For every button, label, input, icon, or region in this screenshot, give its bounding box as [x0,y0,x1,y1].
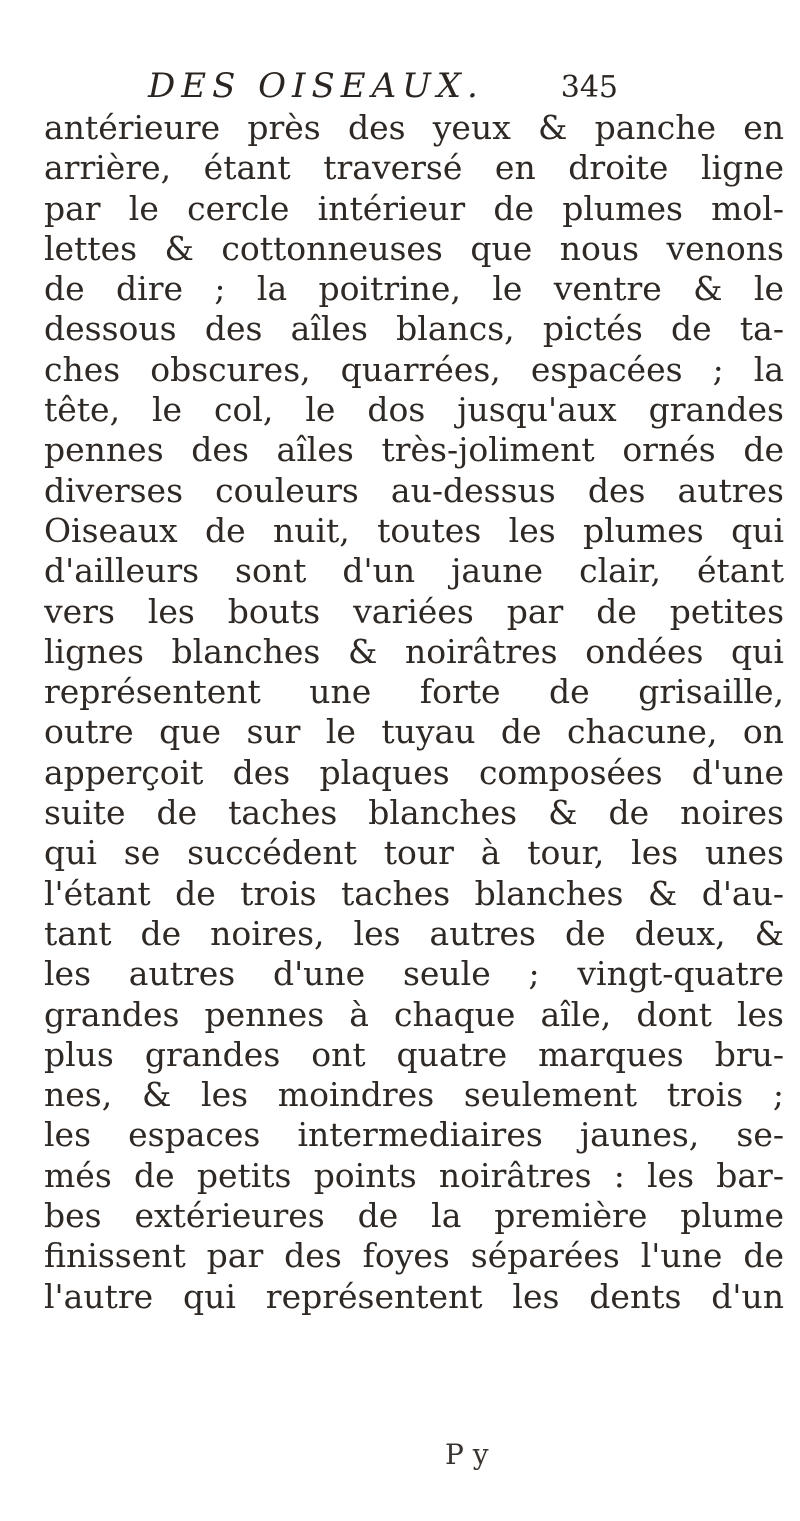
text-line: més de petits points noirâtres : les bar- [44,1155,784,1195]
text-line: finissent par des foyes séparées l'une de [44,1236,784,1276]
text-line: antérieure près des yeux & panche en [44,108,784,147]
text-line: par le cercle intérieur de plumes mol- [44,188,784,228]
text-line: vers les bouts variées par de petites [44,591,784,631]
page-number: 345 [560,70,618,105]
text-line: outre que sur le tuyau de chacune, on [44,712,784,752]
signature-mark: P y [445,1438,489,1471]
text-line: dessous des aîles blancs, pictés de ta- [44,309,784,349]
text-line: les autres d'une seule ; vingt-quatre [44,954,784,994]
text-line: l'autre qui représentent les dents d'un [44,1276,784,1316]
text-line: Oiseaux de nuit, toutes les plumes qui [44,510,784,550]
running-title: DES OISEAUX. [148,66,484,106]
text-line: pennes des aîles très-joliment ornés de [44,430,784,470]
text-line: diverses couleurs au-dessus des autres [44,470,784,510]
text-line: grandes pennes à chaque aîle, dont les [44,994,784,1034]
text-line: arrière, étant traversé en droite ligne [44,148,784,188]
text-line: tête, le col, le dos jusqu'aux grandes [44,390,784,430]
text-line: l'étant de trois taches blanches & d'au- [44,873,784,913]
text-line: de dire ; la poitrine, le ventre & le [44,269,784,309]
text-line: suite de taches blanches & de noires [44,793,784,833]
text-line: apperçoit des plaques composées d'une [44,752,784,792]
body-text [44,108,784,1317]
page-header [148,66,618,110]
text-line: bes extérieures de la première plume [44,1196,784,1236]
text-line: qui se succédent tour à tour, les unes [44,833,784,873]
text-line: les espaces intermediaires jaunes, se- [44,1115,784,1155]
text-line: lettes & cottonneuses que nous venons [44,228,784,268]
text-line: nes, & les moindres seulement trois ; [44,1075,784,1115]
text-line: d'ailleurs sont d'un jaune clair, étant [44,551,784,591]
text-line: représentent une forte de grisaille, [44,672,784,712]
text-line: tant de noires, les autres de deux, & [44,913,784,953]
text-line: ches obscures, quarrées, espacées ; la [44,349,784,389]
text-line: plus grandes ont quatre marques bru- [44,1034,784,1074]
text-line: lignes blanches & noirâtres ondées qui [44,631,784,671]
